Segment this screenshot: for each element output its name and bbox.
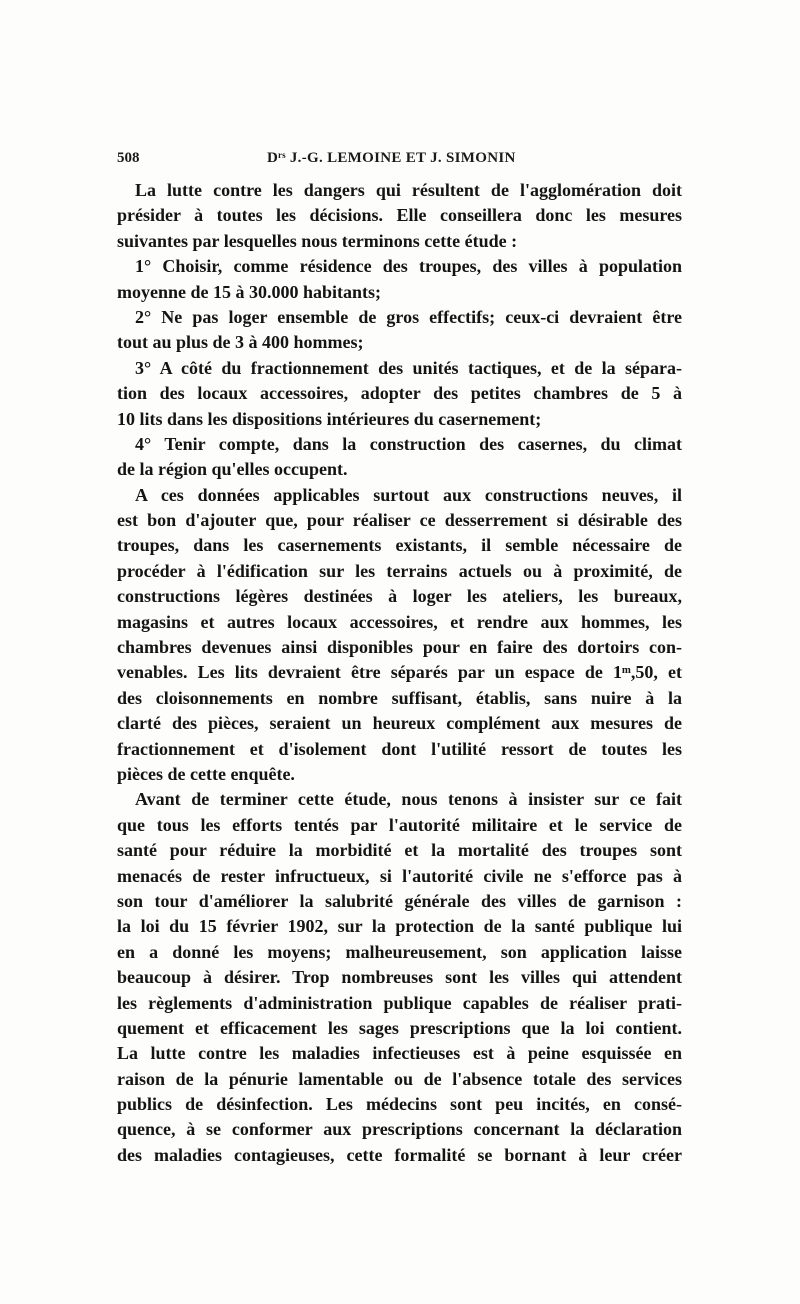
text-line: clarté des pièces, seraient un heureux complément aux mesures de <box>117 713 682 734</box>
text-line: fractionnement et d'isolement dont l'utilité ressort de toutes les <box>117 738 682 759</box>
text-line: quement et efficacement les sages prescriptions que la loi contient. <box>117 1017 682 1038</box>
text-line: constructions légères destinées à loger les ateliers, les bureaux, <box>117 586 682 607</box>
text-line: procéder à l'édification sur les terrains actuels ou à proximité, de <box>117 560 682 581</box>
text-line: moyenne de 15 à 30.000 habitants; <box>117 281 382 302</box>
text-line: tion des locaux accessoires, adopter des petites chambres de 5 à <box>117 383 682 404</box>
text-line: magasins et autres locaux accessoires, et rendre aux hommes, les <box>117 611 682 632</box>
text-line: est bon d'ajouter que, pour réaliser ce desserrement si désirable des <box>117 510 682 531</box>
text-line: 4° Tenir compte, dans la construction des casernes, du climat <box>135 433 682 454</box>
text-line: santé pour réduire la morbidité et la mortalité des troupes sont <box>117 840 682 861</box>
running-head-authors: Dʳˢ J.-G. LEMOINE ET J. SIMONIN <box>267 150 516 166</box>
text-line: que tous les efforts tentés par l'autorité militaire et le service de <box>117 814 682 835</box>
text-line: en a donné les moyens; malheureusement, son application laisse <box>117 941 682 962</box>
text-line: publics de désinfection. Les médecins sont peu incités, en consé- <box>117 1094 682 1115</box>
text-line: 1° Choisir, comme résidence des troupes, des villes à population <box>135 256 682 277</box>
text-line: venables. Les lits devraient être séparés par un espace de 1ᵐ,50, et <box>117 662 682 683</box>
text-line: La lutte contre les maladies infectieuses est à peine esquissée en <box>117 1043 682 1064</box>
text-line: chambres devenues ainsi disponibles pour en faire des dortoirs con- <box>117 637 682 658</box>
body-text <box>117 178 682 1168</box>
text-line: suivantes par lesquelles nous terminons cette étude : <box>117 230 518 251</box>
text-line: des maladies contagieuses, cette formalité se bornant à leur créer <box>117 1144 682 1165</box>
text-line: quence, à se conformer aux prescriptions concernant la déclaration <box>117 1119 682 1140</box>
text-line: menacés de rester infructueux, si l'autorité civile ne s'efforce pas à <box>117 865 682 886</box>
text-line: A ces données applicables surtout aux constructions neuves, il <box>135 484 682 505</box>
text-line: troupes, dans les casernements existants, il semble nécessaire de <box>117 535 682 556</box>
text-line: 10 lits dans les dispositions intérieures du casernement; <box>117 408 542 429</box>
text-line: beaucoup à désirer. Trop nombreuses sont les villes qui attendent <box>117 967 682 988</box>
text-line: La lutte contre les dangers qui résultent de l'agglomération doit <box>135 180 682 200</box>
page-number: 508 <box>117 150 140 166</box>
text-line: tout au plus de 3 à 400 hommes; <box>117 332 364 353</box>
text-line: Avant de terminer cette étude, nous tenons à insister sur ce fait <box>135 789 682 810</box>
text-line: pièces de cette enquête. <box>117 763 295 784</box>
text-line: 3° A côté du fractionnement des unités tactiques, et de la sépara- <box>135 357 682 378</box>
text-line: la loi du 15 février 1902, sur la protection de la santé publique lui <box>117 916 682 937</box>
text-line: les règlements d'administration publique capables de réaliser prati- <box>117 992 682 1013</box>
text-line: raison de la pénurie lamentable ou de l'absence totale des services <box>117 1068 682 1089</box>
text-line: présider à toutes les décisions. Elle conseillera donc les mesures <box>117 205 682 226</box>
text-line: des cloisonnements en nombre suffisant, établis, sans nuire à la <box>117 687 682 708</box>
text-line: de la région qu'elles occupent. <box>117 459 348 480</box>
text-line: 2° Ne pas loger ensemble de gros effectifs; ceux-ci devraient être <box>135 306 682 327</box>
text-line: son tour d'améliorer la salubrité générale des villes de garnison : <box>117 890 682 911</box>
running-head <box>117 150 682 170</box>
